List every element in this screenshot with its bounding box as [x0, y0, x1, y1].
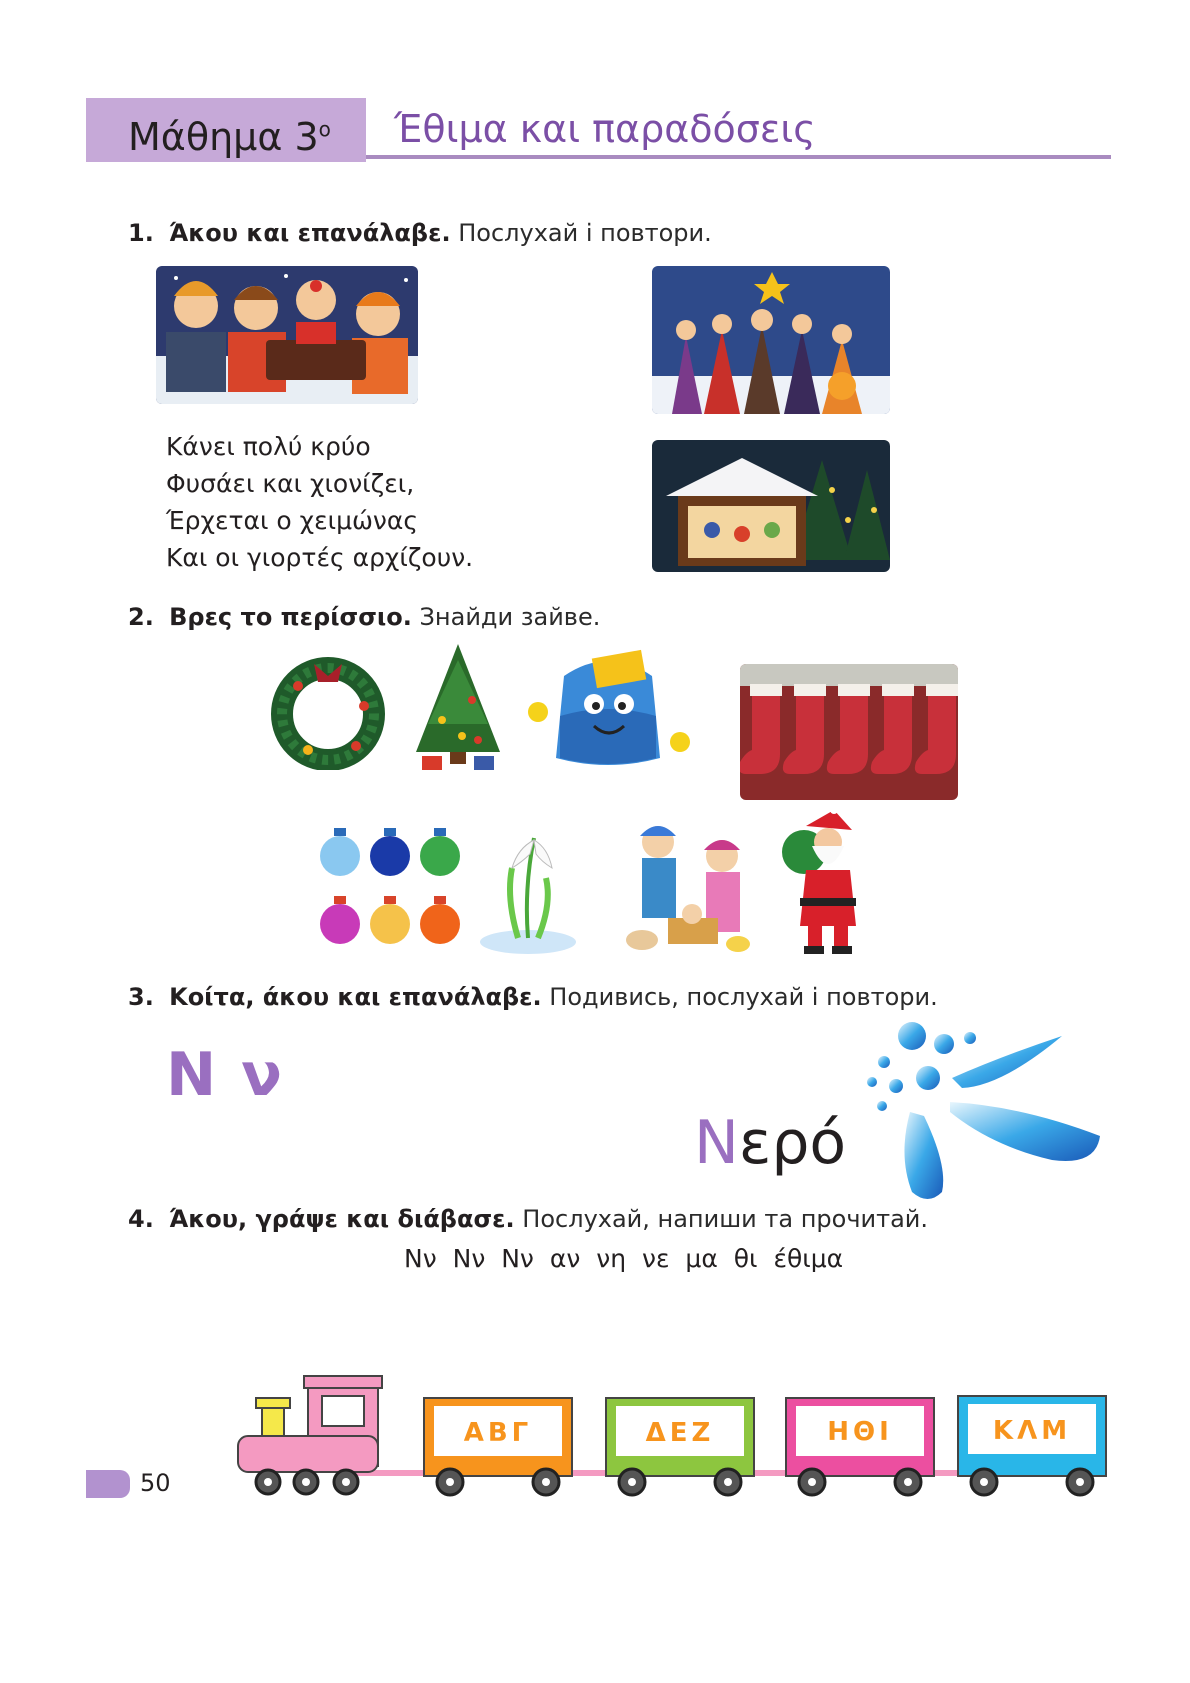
- section-4-heading: 4. Άκου, γράψε και διάβασε. Послухай, напиши та прочитай.: [128, 1205, 929, 1233]
- practice-syllables: Νν Νν Νν αν νη νε μα θι έθιμα: [404, 1244, 844, 1273]
- word-nero: Νερό: [694, 1108, 847, 1178]
- poem-line: Και οι γιορτές αρχίζουν.: [166, 543, 474, 572]
- christmas-tree-image: [412, 640, 504, 772]
- poem-line: Έρχεται ο χειμώνας: [166, 506, 419, 535]
- lesson-title: Έθιμα και παραδόσεις: [394, 107, 816, 151]
- section-2-instruction-greek: Βρες το περίσσιο.: [169, 603, 412, 631]
- section-1-instruction-ukrainian: Послухай і повтори.: [458, 219, 712, 247]
- folk-carolers-image: [652, 266, 890, 414]
- christmas-ornaments-image: [312, 820, 468, 958]
- water-splash-image: [852, 1016, 1108, 1206]
- wagon-1-letters: ΑΒΓ: [463, 1418, 533, 1448]
- wagon-3-letters: ΗΘΙ: [827, 1417, 893, 1447]
- wagon-2-letters: ΔΕΖ: [645, 1418, 715, 1448]
- poem: [166, 428, 473, 576]
- santa-claus-image: [778, 806, 868, 956]
- section-2-instruction-ukrainian: Знайди зайве.: [419, 603, 601, 631]
- section-1-heading: 1. Άκου και επανάλαβε. Послухай і повтори.: [128, 219, 712, 247]
- section-2-heading: 2. Βρες το περίσσιο. Знайди зайве.: [128, 603, 601, 631]
- train-engine: [238, 1376, 382, 1494]
- alphabet-train-illustration: [228, 1370, 1110, 1510]
- letter-nu-uppercase-lowercase: Ν ν: [166, 1040, 284, 1110]
- nativity-hut-image: [652, 440, 890, 572]
- nativity-scene-image: [618, 806, 758, 958]
- section-3-instruction-greek: Κοίτα, άκου και επανάλαβε.: [169, 983, 542, 1011]
- snowdrop-flower-image: [478, 818, 580, 958]
- page-number: 50: [140, 1469, 171, 1497]
- lesson-label: Μάθημα $3^o$: [128, 115, 331, 159]
- header-underline: [366, 155, 1111, 159]
- page-number-tab: [86, 1470, 130, 1498]
- section-4-instruction-greek: Άκου, γράψε και διάβασε.: [169, 1205, 515, 1233]
- section-1-instruction-greek: Άκου και επανάλαβε.: [169, 219, 451, 247]
- section-4-instruction-ukrainian: Послухай, напиши та прочитай.: [522, 1205, 929, 1233]
- christmas-stockings-image: [740, 664, 958, 800]
- carol-singers-image: [156, 266, 418, 404]
- poem-line: Φυσάει και χιονίζει,: [166, 469, 415, 498]
- wagon-4-letters: ΚΛΜ: [992, 1416, 1072, 1446]
- christmas-wreath-image: [268, 646, 388, 770]
- school-backpack-image: [524, 646, 694, 772]
- section-3-instruction-ukrainian: Подивись, послухай і повтори.: [549, 983, 938, 1011]
- poem-line: Κάνει πολύ κρύο: [166, 432, 371, 461]
- section-3-heading: 3. Κοίτα, άκου και επανάλαβε. Подивись, послухай і повтори.: [128, 983, 938, 1011]
